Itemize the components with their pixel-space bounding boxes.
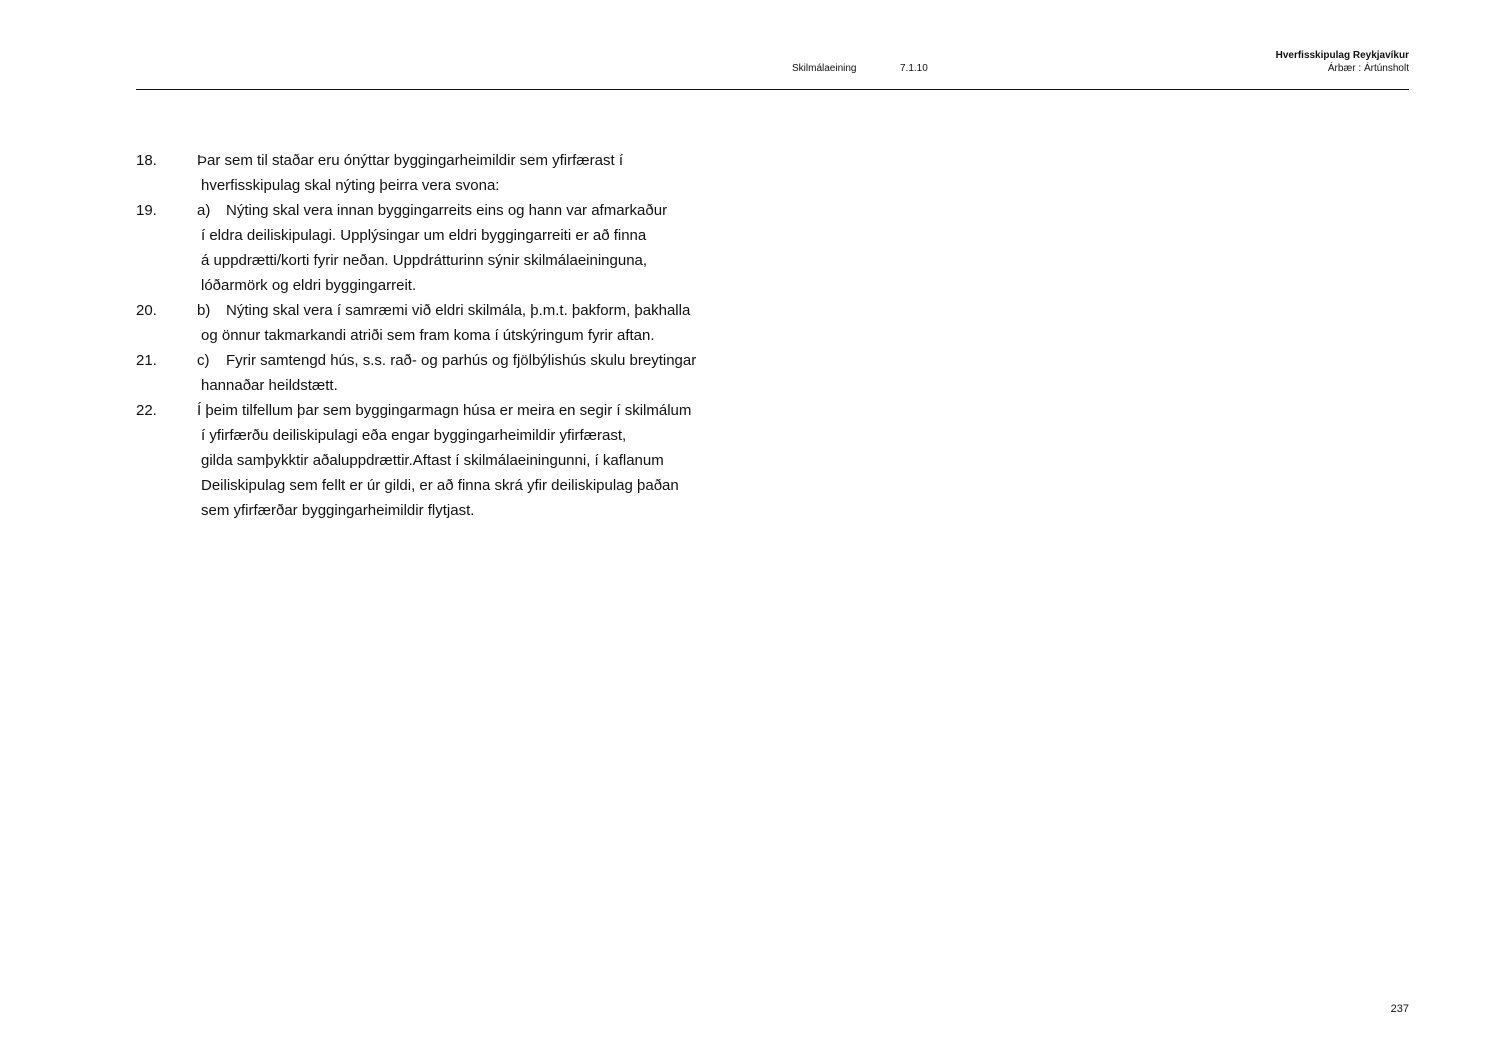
numbered-list — [136, 148, 836, 523]
item-text: Þar sem til staðar eru ónýttar byggingarheimildir sem yfirfærast í — [197, 152, 623, 169]
item-first-line — [197, 298, 836, 323]
item-continuation-line: Deiliskipulag sem fellt er úr gildi, er að finna skrá yfir deiliskipulag þaðan — [201, 477, 679, 494]
header-divider — [136, 89, 1409, 90]
list-item — [136, 198, 836, 298]
item-continuation-line: sem yfirfærðar byggingarheimildir flytjast. — [201, 502, 475, 519]
list-item — [136, 148, 836, 198]
section-number: 7.1.10 — [900, 63, 928, 74]
item-continuation-line: gilda samþykktir aðaluppdrættir.Aftast í skilmálaeiningunni, í kaflanum — [201, 452, 664, 469]
item-number: 21. — [136, 352, 157, 369]
item-text: Nýting skal vera innan byggingarreits eins og hann var afmarkaður — [226, 202, 668, 219]
item-text: Í þeim tilfellum þar sem byggingarmagn húsa er meira en segir í skilmálum — [197, 402, 692, 419]
list-item — [136, 348, 836, 398]
item-continuation-line: í eldra deiliskipulagi. Upplýsingar um eldri byggingarreiti er að finna — [201, 227, 647, 244]
item-first-line — [197, 398, 836, 423]
item-text: Fyrir samtengd hús, s.s. rað- og parhús og fjölbýlishús skulu breytingar — [226, 352, 697, 369]
item-number: 18. — [136, 152, 157, 169]
list-item — [136, 298, 836, 348]
item-number: 22. — [136, 402, 157, 419]
document-subtitle: Árbær : Ártúnsholt — [1327, 63, 1409, 74]
document-title: Hverfisskipulag Reykjavíkur — [1275, 50, 1409, 61]
sub-item-letter: b) — [197, 302, 211, 319]
list-item — [136, 398, 836, 523]
item-continuation-line: hannaðar heildstætt. — [201, 377, 338, 394]
item-continuation-line: og önnur takmarkandi atriði sem fram koma í útskýringum fyrir aftan. — [201, 327, 655, 344]
item-continuation-line: í yfirfærðu deiliskipulagi eða engar byggingarheimildir yfirfærast, — [201, 427, 627, 444]
item-first-line — [197, 198, 836, 223]
sub-item-letter: c) — [197, 352, 210, 369]
item-number: 19. — [136, 202, 157, 219]
item-continuation-line: hverfisskipulag skal nýting þeirra vera svona: — [201, 177, 500, 194]
item-first-line — [197, 148, 836, 173]
item-number: 20. — [136, 302, 157, 319]
section-label: Skilmálaeining — [792, 63, 857, 74]
item-first-line — [197, 348, 836, 373]
page-number: 237 — [1390, 1003, 1409, 1015]
item-continuation-line: lóðarmörk og eldri byggingarreit. — [201, 277, 417, 294]
sub-item-letter: a) — [197, 202, 211, 219]
item-continuation-line: á uppdrætti/korti fyrir neðan. Uppdrátturinn sýnir skilmálaeininguna, — [201, 252, 648, 269]
item-text: Nýting skal vera í samræmi við eldri skilmála, þ.m.t. þakform, þakhalla — [226, 302, 691, 319]
